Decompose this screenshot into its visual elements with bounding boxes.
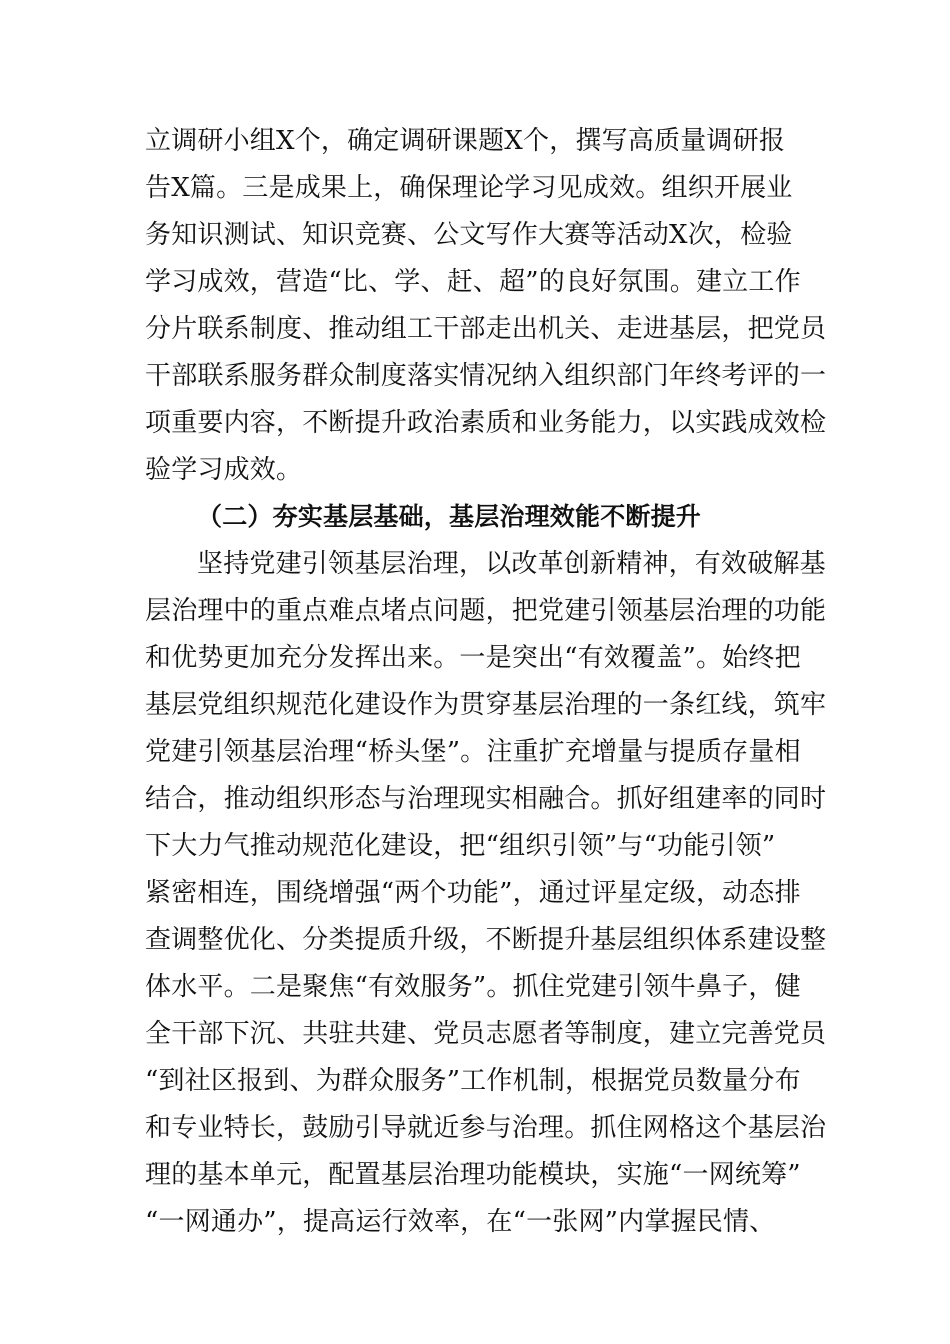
text-line: 分片联系制度、推动组工干部走出机关、走进基层，把党员 [145,314,827,344]
text-line: “一网通办”，提高运行效率，在“一张网”内掌握民情、 [145,1207,776,1237]
text-line: 查调整优化、分类提质升级，不断提升基层组织体系建设整 [145,925,827,955]
text-line: 理的基本单元，配置基层治理功能模块，实施“一网统筹” [145,1160,801,1190]
text-line: 告X篇。三是成果上，确保理论学习见成效。组织开展业 [145,173,793,203]
text-line: 紧密相连，围绕增强“两个功能”，通过评星定级，动态排 [145,878,801,908]
text-line: 层治理中的重点难点堵点问题，把党建引领基层治理的功能 [145,596,827,626]
text-line: 下大力气推动规范化建设，把“组织引领”与“功能引领” [145,831,776,861]
text-line: 和专业特长，鼓励引导就近参与治理。抓住网格这个基层治 [145,1113,827,1143]
section-heading: （二）夯实基层基础，基层治理效能不断提升 [197,502,702,531]
text-line: 党建引领基层治理“桥头堡”。注重扩充增量与提质存量相 [145,737,801,767]
text-line: 立调研小组X个，确定调研课题X个，撰写高质量调研报 [145,126,786,156]
text-line: 结合，推动组织形态与治理现实相融合。抓好组建率的同时 [145,784,827,814]
text-line: 基层党组织规范化建设作为贯穿基层治理的一条红线，筑牢 [145,690,827,720]
text-line: “到社区报到、为群众服务”工作机制，根据党员数量分布 [145,1066,801,1096]
text-line: 体水平。二是聚焦“有效服务”。抓住党建引领牛鼻子，健 [145,972,801,1002]
text-line: 坚持党建引领基层治理，以改革创新精神，有效破解基 [197,549,826,579]
text-line: 干部联系服务群众制度落实情况纳入组织部门年终考评的一 [145,361,827,391]
text-line: 和优势更加充分发挥出来。一是突出“有效覆盖”。始终把 [145,643,801,673]
text-line: 验学习成效。 [145,455,303,485]
text-line: 全干部下沉、共驻共建、党员志愿者等制度，建立完善党员 [145,1019,827,1049]
text-line: 务知识测试、知识竞赛、公文写作大赛等活动X次，检验 [145,220,793,250]
text-line: 学习成效，营造“比、学、赶、超”的良好氛围。建立工作 [145,267,801,297]
text-line: 项重要内容，不断提升政治素质和业务能力，以实践成效检 [145,408,827,438]
